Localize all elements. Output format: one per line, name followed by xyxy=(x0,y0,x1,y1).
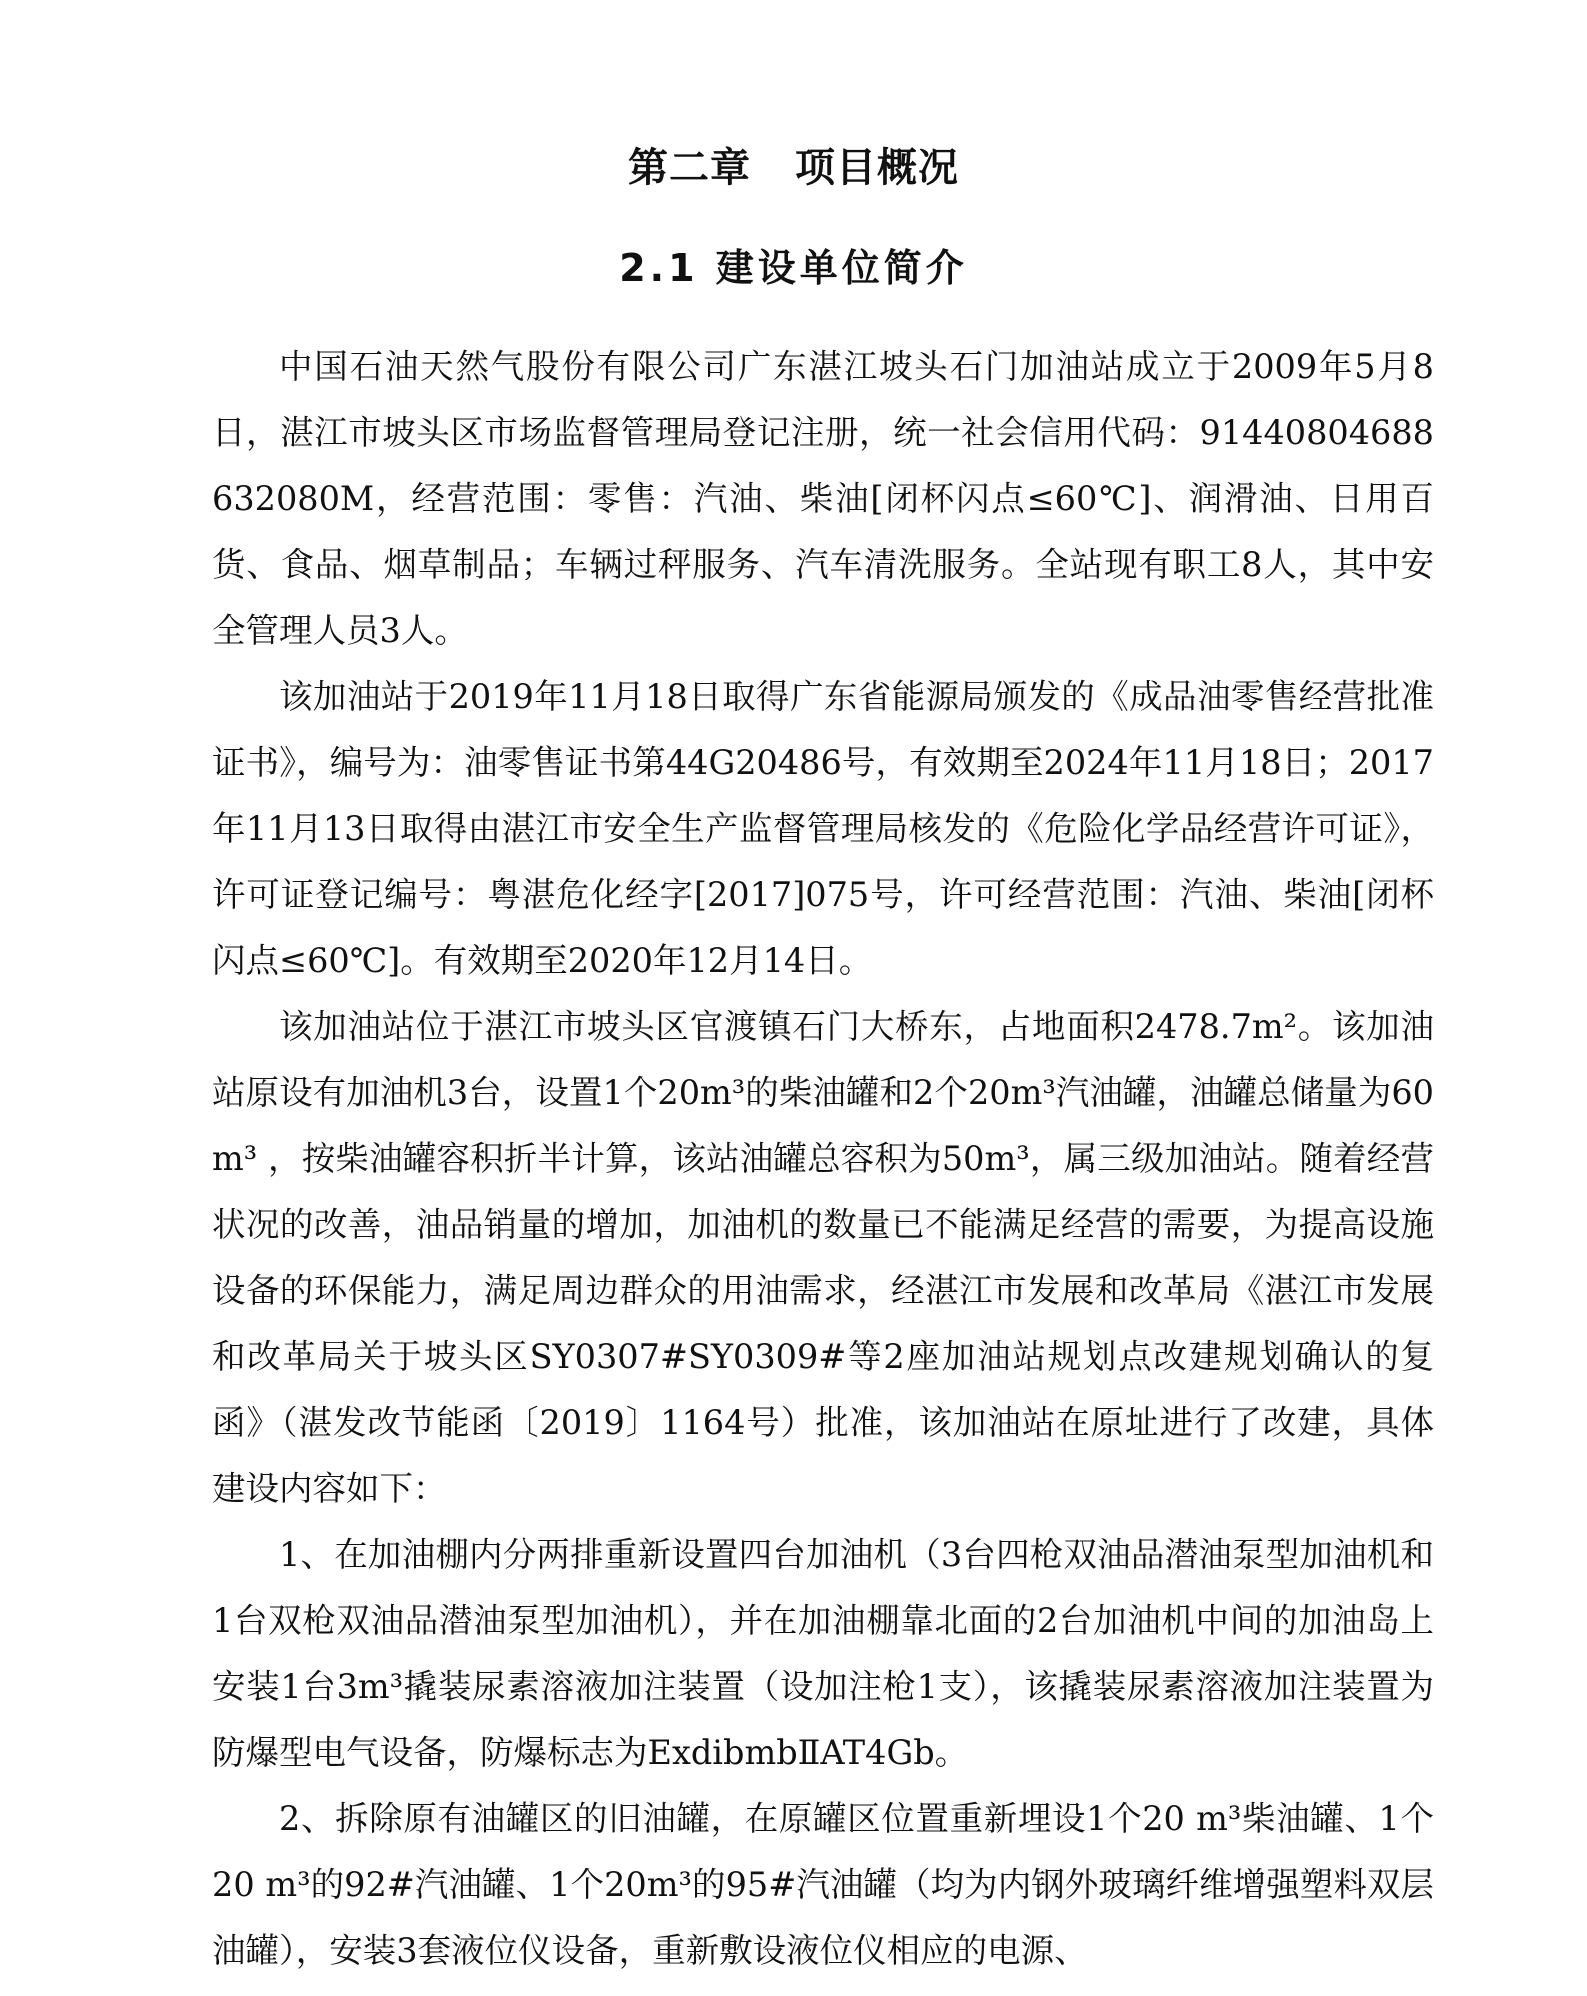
paragraph-item-2: 2、拆除原有油罐区的旧油罐，在原罐区位置重新埋设1个20 m³柴油罐、1个20 m³的92#汽油罐、1个20m³的95#汽油罐（均为内钢外玻璃纤维增强塑料双层油罐），安装3套液位仪设备，重新敷设液位仪相应的电源、 xyxy=(212,1799,1434,1970)
section-title: 建设单位简介 xyxy=(715,246,968,290)
section-number: 2.1 xyxy=(619,246,699,290)
paragraph-site-description: 该加油站位于湛江市坡头区官渡镇石门大桥东，占地面积2478.7m²。该加油站原设有加油机3台，设置1个20m³的柴油罐和2个20m³汽油罐，油罐总储量为60 m³ ，按柴油罐容积折半计算，该站油罐总容积为50m³，属三级加油站。随着经营状况的改善，油品销量的增加，加油机的数量已不能满足经营的需要，为提高设施设备的环保能力，满足周边群众的用油需求，经湛江市发展和改革局《湛江市发展和改革局关于坡头区SY0307#SY0309#等2座加油站规划点改建规划确认的复函》（湛发改节能函〔2019〕1164号）批准，该加油站在原址进行了改建，具体建设内容如下： xyxy=(212,1007,1434,1508)
chapter-heading xyxy=(0,136,1587,193)
paragraph-licenses: 该加油站于2019年11月18日取得广东省能源局颁发的《成品油零售经营批准证书》，编号为：油零售证书第44G20486号，有效期至2024年11月18日；2017年11月13日取得由湛江市安全生产监督管理局核发的《危险化学品经营许可证》，许可证登记编号：粤湛危化经字[2017]075号，许可经营范围：汽油、柴油[闭杯闪点≤60℃]。有效期至2020年12月14日。 xyxy=(212,677,1434,980)
chapter-title: 项目概况 xyxy=(795,145,959,191)
paragraph-company-info: 中国石油天然气股份有限公司广东湛江坡头石门加油站成立于2009年5月8日，湛江市坡头区市场监督管理局登记注册，统一社会信用代码：91440804688632080M，经营范围：零售：汽油、柴油[闭杯闪点≤60℃]、润滑油、日用百货、食品、烟草制品；车辆过秤服务、汽车清洗服务。全站现有职工8人，其中安全管理人员3人。 xyxy=(212,347,1434,650)
chapter-number: 第二章 xyxy=(628,145,751,191)
section-heading xyxy=(0,237,1587,292)
body-text xyxy=(212,334,1434,1984)
paragraph-item-1: 1、在加油棚内分两排重新设置四台加油机（3台四枪双油品潜油泵型加油机和1台双枪双油品潜油泵型加油机），并在加油棚靠北面的2台加油机中间的加油岛上安装1台3m³撬装尿素溶液加注装置（设加注枪1支），该撬装尿素溶液加注装置为防爆型电气设备，防爆标志为ExdibmbⅡAT4Gb。 xyxy=(212,1535,1434,1772)
